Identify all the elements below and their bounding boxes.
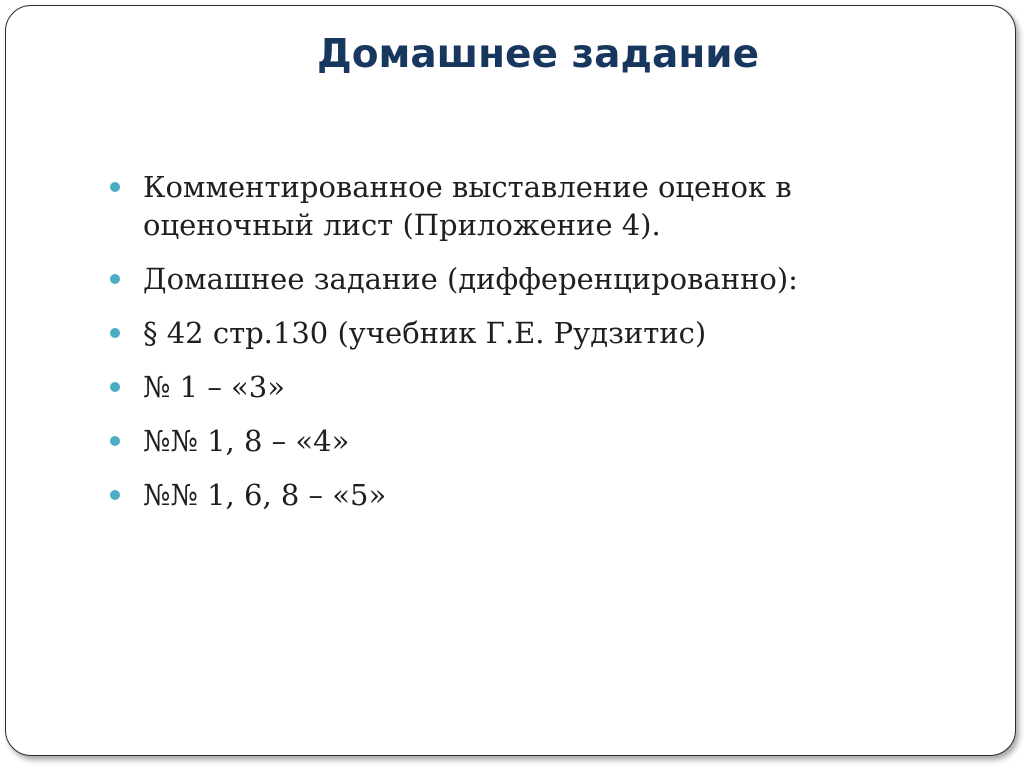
list-item-text: § 42 стр.130 (учебник Г.Е. Рудзитис)	[143, 316, 707, 350]
list-item	[110, 260, 930, 298]
slide-title: Домашнее задание	[316, 32, 760, 77]
bullet-dot-icon	[110, 382, 120, 392]
bullet-dot-icon	[110, 274, 120, 284]
list-item-text: №№ 1, 6, 8 – «5»	[143, 478, 387, 512]
list-item	[110, 168, 930, 244]
list-item	[110, 314, 930, 352]
list-item-text: № 1 – «3»	[143, 370, 285, 404]
bullet-dot-icon	[110, 436, 120, 446]
list-item-text: Домашнее задание (дифференцированно):	[143, 262, 798, 296]
list-item	[110, 422, 930, 460]
bullet-list	[110, 168, 930, 530]
bullet-dot-icon	[110, 182, 120, 192]
list-item	[110, 476, 930, 514]
list-item-text: №№ 1, 8 – «4»	[143, 424, 350, 458]
bullet-dot-icon	[110, 328, 120, 338]
list-item	[110, 368, 930, 406]
bullet-dot-icon	[110, 490, 120, 500]
list-item-text: Комментированное выставление оценок в оценочный лист (Приложение 4).	[143, 170, 792, 242]
